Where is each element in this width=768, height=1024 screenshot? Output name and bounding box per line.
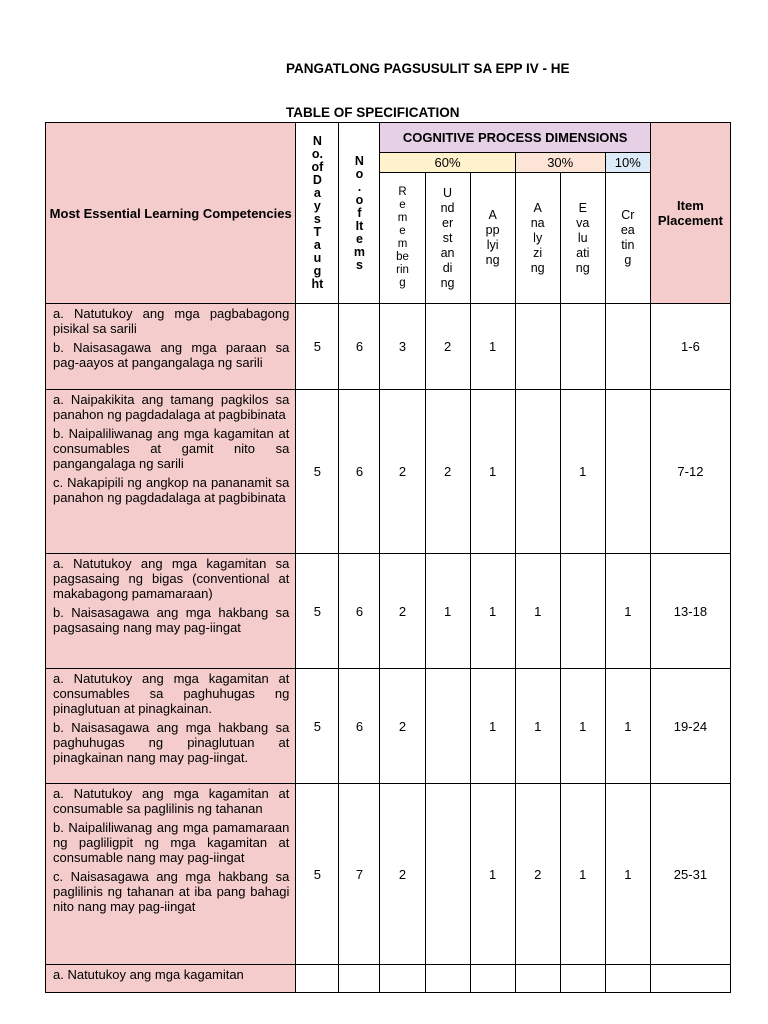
cell-days: 5 [296,784,339,965]
cell-ana [515,390,560,554]
cell-eva: 1 [560,784,605,965]
header-evaluating: E va lu ati ng [560,173,605,304]
cell-place: 7-12 [650,390,730,554]
header-days-taught: N o. of D a y s T a u g ht [296,123,339,304]
cell-place [650,965,730,993]
cell-rem: 3 [380,304,425,390]
table-row [46,965,731,993]
header-creating: Cr ea tin g [605,173,650,304]
competency-text: a. Natutukoy ang mga kagamitan at consumable sa paglilinis ng tahanan [53,786,290,816]
cell-cre: 1 [605,784,650,965]
cell-days: 5 [296,390,339,554]
cell-place: 13-18 [650,554,730,669]
cell-eva [560,304,605,390]
competency-text: b. Naipaliliwanag ang mga pamamaraan ng pagliligpit ng mga kagamitan at consumable nang may pag-iingat [53,820,290,865]
cell-rem: 2 [380,554,425,669]
cell-ana [515,965,560,993]
cell-items: 6 [339,669,380,784]
cell-app: 1 [470,304,515,390]
cell-days [296,965,339,993]
competency-text: a. Natutukoy ang mga kagamitan [53,967,244,982]
cell-app: 1 [470,784,515,965]
cell-eva [560,554,605,669]
competency-cell [46,304,296,390]
table-row [46,304,731,390]
cell-place: 19-24 [650,669,730,784]
competency-cell [46,390,296,554]
header-pct-10: 10% [605,153,650,173]
cell-cre: 1 [605,669,650,784]
header-competencies: Most Essential Learning Competencies [46,123,296,304]
cell-cre: 1 [605,554,650,669]
cell-app: 1 [470,669,515,784]
competency-text: a. Naipakikita ang tamang pagkilos sa panahon ng pagdadalaga at pagbibinata [53,392,290,422]
cell-und [425,965,470,993]
header-applying: A pp lyi ng [470,173,515,304]
header-understanding: U nd er st an di ng [425,173,470,304]
competency-text: b. Naipaliliwanag ang mga kagamitan at consumables at gamit nito sa pangangalaga ng sarili [53,426,290,471]
cell-app: 1 [470,554,515,669]
cell-rem: 2 [380,390,425,554]
cell-app: 1 [470,390,515,554]
cell-und [425,784,470,965]
cell-place: 1-6 [650,304,730,390]
cell-ana [515,304,560,390]
table-row [46,390,731,554]
header-no-items: N o . o f It e m s [339,123,380,304]
competency-cell [46,784,296,965]
cell-und: 2 [425,390,470,554]
competency-text: a. Natutukoy ang mga kagamitan sa pagsasaing ng bigas (conventional at makabagong pamamaraan) [53,556,290,601]
competency-text: b. Naisasagawa ang mga paraan sa pag-aayos at pangangalaga ng sarili [53,340,290,370]
table-row [46,554,731,669]
cell-items [339,965,380,993]
competency-text: a. Natutukoy ang mga pagbabagong pisikal sa sarili [53,306,290,336]
cell-items: 6 [339,554,380,669]
competency-cell [46,965,296,993]
cell-und: 1 [425,554,470,669]
header-cognitive-dimensions: COGNITIVE PROCESS DIMENSIONS [380,123,650,153]
competency-cell [46,669,296,784]
header-item-placement: Item Placement [650,123,730,304]
cell-ana: 1 [515,554,560,669]
cell-items: 6 [339,390,380,554]
cell-rem: 2 [380,669,425,784]
cell-items: 6 [339,304,380,390]
competency-text: b. Naisasagawa ang mga hakbang sa pagsasaing nang may pag-iingat [53,605,290,635]
cell-days: 5 [296,554,339,669]
document-title: PANGATLONG PAGSUSULIT SA EPP IV - HE [286,61,570,76]
cell-cre [605,304,650,390]
header-analyzing: A na ly zi ng [515,173,560,304]
competency-text: b. Naisasagawa ang mga hakbang sa paghuhugas ng pinaglutuan at pinagkainan nang may pag-iingat. [53,720,290,765]
cell-rem [380,965,425,993]
specification-table [45,122,731,993]
cell-und [425,669,470,784]
competency-cell [46,554,296,669]
cell-rem: 2 [380,784,425,965]
cell-cre [605,965,650,993]
cell-days: 5 [296,669,339,784]
table-title: TABLE OF SPECIFICATION [286,105,460,120]
cell-place: 25-31 [650,784,730,965]
cell-ana: 2 [515,784,560,965]
header-pct-30: 30% [515,153,605,173]
cell-cre [605,390,650,554]
cell-app [470,965,515,993]
header-remembering: R e m e m be rin g [380,173,425,304]
cell-items: 7 [339,784,380,965]
cell-ana: 1 [515,669,560,784]
table-row [46,784,731,965]
cell-eva: 1 [560,669,605,784]
header-pct-60: 60% [380,153,515,173]
cell-und: 2 [425,304,470,390]
cell-eva: 1 [560,390,605,554]
competency-text: a. Natutukoy ang mga kagamitan at consumables sa paghuhugas ng pinaglutuan at pinagkainan. [53,671,290,716]
cell-days: 5 [296,304,339,390]
table-row [46,669,731,784]
cell-eva [560,965,605,993]
competency-text: c. Nakapipili ng angkop na pananamit sa panahon ng pagdadalaga at pagbibinata [53,475,290,505]
competency-text: c. Naisasagawa ang mga hakbang sa paglilinis ng tahanan at iba pang bahagi nito nang may pag-iingat [53,869,290,914]
